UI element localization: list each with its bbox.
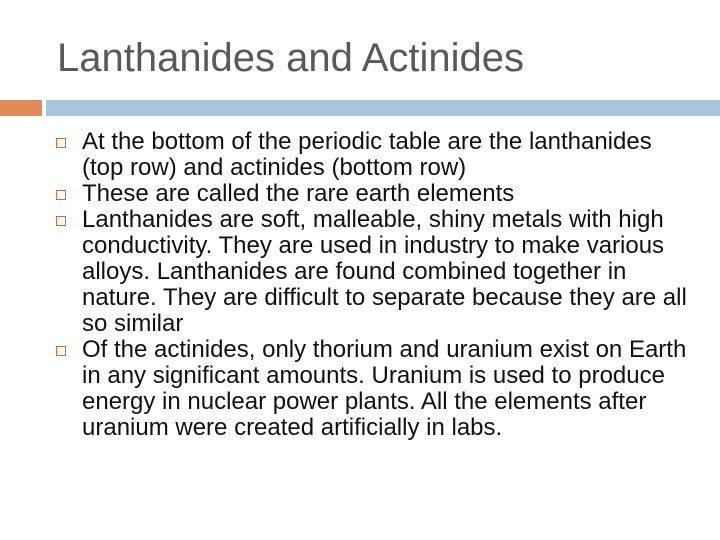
- bullet-item: [56, 181, 696, 207]
- square-bullet-icon: [56, 138, 66, 148]
- bullet-list: [56, 129, 696, 441]
- square-bullet-icon: [56, 346, 66, 356]
- title-rule-bar: [46, 100, 720, 116]
- bullet-text: At the bottom of the periodic table are the lanthanides (top row) and actinides (bottom row): [82, 128, 652, 181]
- title-rule-accent: [0, 100, 42, 116]
- bullet-text: These are called the rare earth elements: [82, 180, 515, 207]
- bullet-text: Of the actinides, only thorium and uranium exist on Earth in any significant amounts. Uranium is used to produce energy in nuclear power plants. All the elements after uranium were created artificially in labs.: [82, 336, 687, 441]
- bullet-text: Lanthanides are soft, malleable, shiny metals with high conductivity. They are used in industry to make various alloys. Lanthanides are found combined together in nature. They are difficult to separate because they are all so similar: [82, 206, 687, 337]
- square-bullet-icon: [56, 190, 66, 200]
- bullet-item: [56, 207, 696, 337]
- bullet-item: [56, 129, 696, 181]
- bullet-item: [56, 337, 696, 441]
- square-bullet-icon: [56, 216, 66, 226]
- slide-title: Lanthanides and Actinides: [57, 36, 525, 80]
